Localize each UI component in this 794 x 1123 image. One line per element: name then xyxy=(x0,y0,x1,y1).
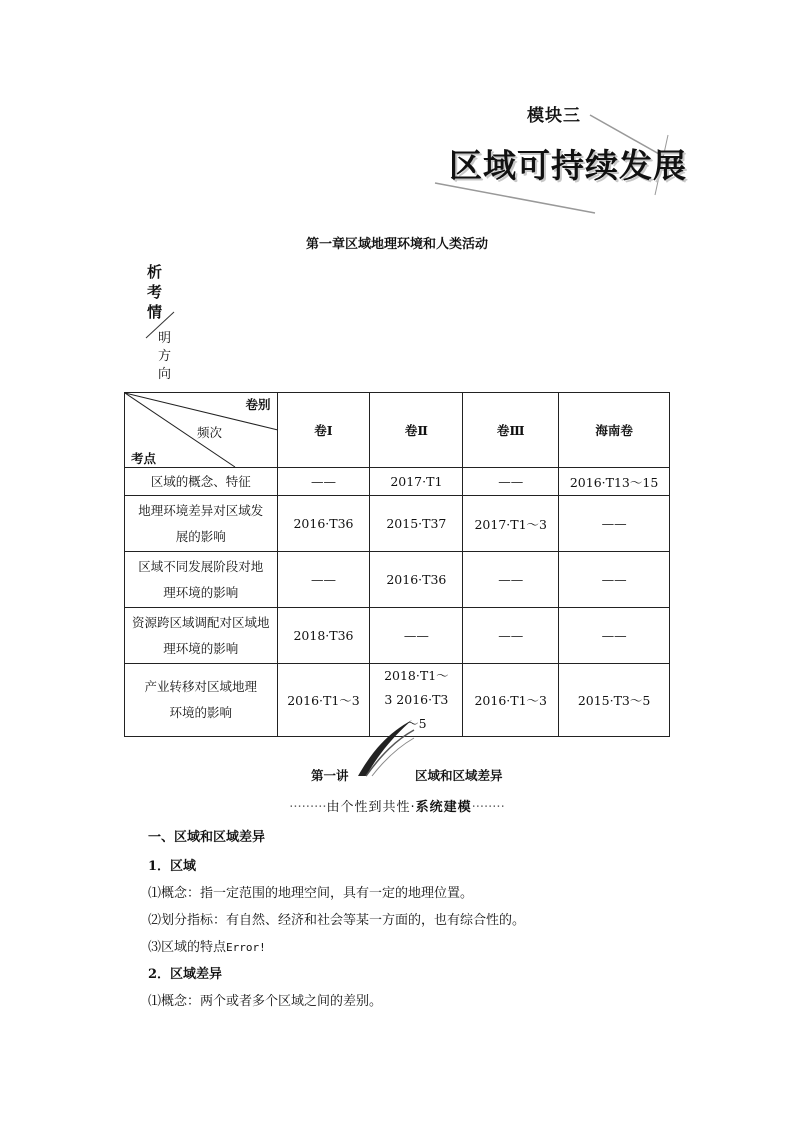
item-heading: 2．区域差异 xyxy=(148,967,223,982)
corner-label-topic: 考点 xyxy=(131,451,157,466)
side-char: 析 xyxy=(147,263,163,281)
section-heading: 一、区域和区域差异 xyxy=(148,830,266,845)
table-row xyxy=(125,496,670,552)
banner-bold-text: 系统建模 xyxy=(415,800,472,815)
paragraph: ⑴概念：指一定范围的地理空间，具有一定的地理位置。 xyxy=(148,886,474,901)
table-cell: —— xyxy=(277,552,370,608)
table-cell: —— xyxy=(463,468,559,496)
table-cell: 2016·T36 xyxy=(277,496,370,552)
side-char: 考 xyxy=(147,283,163,301)
table-corner-cell xyxy=(125,393,278,468)
lesson-number: 第一讲 xyxy=(311,768,349,783)
table-row xyxy=(125,608,670,664)
table-cell: 2018·T36 xyxy=(277,608,370,664)
table-cell: 2017·T1～3 xyxy=(463,496,559,552)
table-cell: 2016·T1～3 xyxy=(463,664,559,737)
exam-frequency-table xyxy=(124,392,670,737)
table-cell: —— xyxy=(277,468,370,496)
lesson-title: 区域和区域差异 xyxy=(415,768,503,783)
row-topic: 产业转移对区域地理环境的影响 xyxy=(125,664,278,737)
row-topic: 地理环境差异对区域发展的影响 xyxy=(125,496,278,552)
dots-right: ········ xyxy=(471,800,505,815)
dots-left: ········· xyxy=(289,800,327,815)
banner-text: 由个性到共性· xyxy=(326,800,416,815)
table-cell: 2016·T1～3 xyxy=(277,664,370,737)
system-modeling-banner xyxy=(0,796,794,815)
table-cell: 2017·T1 xyxy=(370,468,463,496)
table-cell: —— xyxy=(463,552,559,608)
side-char: 向 xyxy=(158,367,172,382)
paragraph-text: ⑶区域的特点 xyxy=(148,940,227,955)
side-label-direction xyxy=(158,330,174,384)
swoosh-decoration xyxy=(356,718,416,778)
column-header: 海南卷 xyxy=(559,393,670,468)
row-topic: 资源跨区域调配对区域地理环境的影响 xyxy=(125,608,278,664)
table-cell: —— xyxy=(463,608,559,664)
row-topic: 区域的概念、特征 xyxy=(125,468,278,496)
table-cell: 2015·T37 xyxy=(370,496,463,552)
corner-label-frequency: 频次 xyxy=(197,425,223,440)
column-header: 卷Ⅰ xyxy=(277,393,370,468)
table-cell: 2016·T13～15 xyxy=(559,468,670,496)
table-row xyxy=(125,468,670,496)
column-header: 卷Ⅱ xyxy=(370,393,463,468)
row-topic: 区域不同发展阶段对地理环境的影响 xyxy=(125,552,278,608)
table-cell: —— xyxy=(559,608,670,664)
table-header-row xyxy=(125,393,670,468)
corner-label-volume: 卷别 xyxy=(245,397,271,412)
table-cell: —— xyxy=(559,496,670,552)
error-text: Error! xyxy=(226,941,266,954)
module-label: 模块三 xyxy=(527,106,581,126)
table-cell: —— xyxy=(559,552,670,608)
side-char: 方 xyxy=(158,349,172,364)
table-cell: 2016·T36 xyxy=(370,552,463,608)
table-cell: —— xyxy=(370,608,463,664)
paragraph: ⑵划分指标：有自然、经济和社会等某一方面的，也有综合性的。 xyxy=(148,913,526,928)
paragraph: ⑴概念：两个或者多个区域之间的差别。 xyxy=(148,994,383,1009)
side-char: 明 xyxy=(158,331,172,346)
module-title: 区域可持续发展 xyxy=(449,146,687,185)
table-cell: 2018·T1～3 2016·T3～5 xyxy=(370,664,463,737)
side-char: 情 xyxy=(147,303,163,321)
item-heading: 1．区域 xyxy=(148,859,197,874)
table-row xyxy=(125,552,670,608)
chapter-title: 第一章区域地理环境和人类活动 xyxy=(305,237,488,252)
column-header: 卷Ⅲ xyxy=(463,393,559,468)
table-cell: 2015·T3～5 xyxy=(559,664,670,737)
paragraph xyxy=(148,936,266,955)
